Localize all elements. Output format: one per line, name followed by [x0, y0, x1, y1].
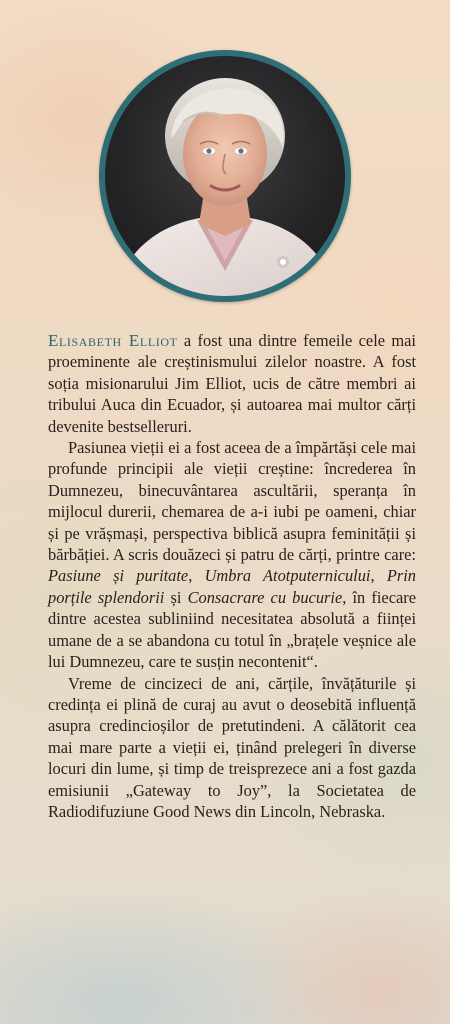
book-title-2: Umbra Atotputernicului [204, 566, 371, 586]
book-separator-3: și [164, 587, 188, 607]
book-separator-2: , [370, 566, 387, 586]
book-title-3: Prin porțile splendorii [48, 566, 416, 607]
bio-paragraph-2-outro: , în fiecare dintre acestea subliniind necesitatea absolută a ființei umane de a se abandona cu totul în „brațele veșnice ale lui Dumnezeu, care te susțin necontenit“. [48, 587, 416, 672]
bio-paragraph-1-text: a fost una dintre femeile cele mai proeminente ale creștinismului zilelor noastre. A fost soția misionarului Jim Elliot, ucis de către membri ai tribului Auca din Ecuador, și autoarea mai multor cărți devenite bestselleruri. [48, 331, 416, 436]
author-biography [48, 330, 416, 822]
book-separator-1: , [188, 566, 205, 586]
author-photo-illustration [105, 56, 345, 296]
book-title-1: Pasiune și puritate [48, 566, 189, 586]
author-portrait [105, 56, 345, 296]
bio-paragraph-1 [48, 330, 416, 437]
bio-paragraph-2-intro: Pasiunea vieții ei a fost aceea de a împărtăși cele mai profunde principii ale vieții creștine: încrederea în Dumnezeu, binecuvântarea ascultării, speranța în mijlocul durerii, chemarea de a-i iubi pe oameni, chiar și pe vrășmași, perspectiva biblică asupra feminității și bărbăției. A scris douăzeci și patru de cărți, printre care: [48, 438, 416, 565]
bio-paragraph-2 [48, 437, 416, 672]
book-title-4: Consacrare cu bucurie [187, 587, 343, 607]
author-portrait-frame [99, 50, 351, 302]
author-name: Elisabeth Elliot [48, 331, 178, 350]
bio-paragraph-3: Vreme de cincizeci de ani, cărțile, învățăturile și credința ei plină de curaj au avut o deosebită influență asupra credincioșilor de pretutindeni. A călătorit cea mai mare parte a vieții ei, ținând prelegeri în diverse locuri din lume, și timp de treisprezece ani a fost gazda emisiunii „Gateway to Joy”, la Societatea de Radiodifuziune Good News din Lincoln, Nebraska. [48, 673, 416, 821]
